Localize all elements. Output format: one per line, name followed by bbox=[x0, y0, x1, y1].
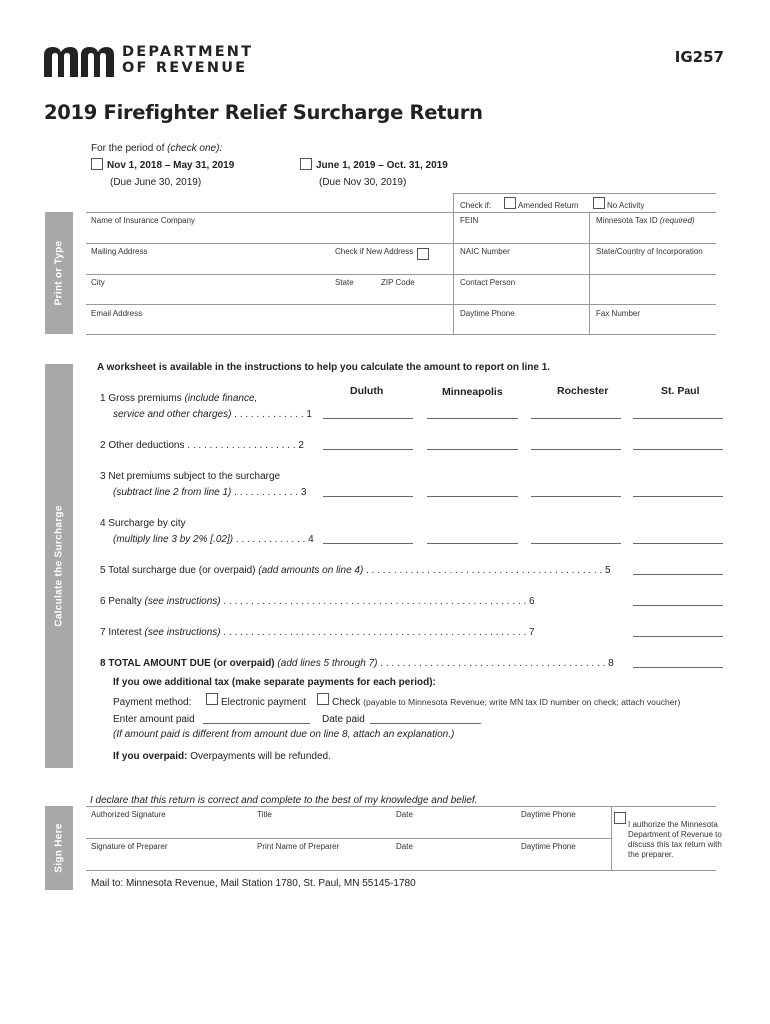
line7-leader: . . . . . . . . . . . . . . . . . . . . . . . . . . . . . . . . . . . . . . . . . . . . . . . . . . . . . . . 7 bbox=[220, 627, 535, 638]
state-field[interactable]: State bbox=[335, 278, 354, 287]
line3-stpaul-input[interactable] bbox=[633, 496, 723, 497]
amended-checkbox[interactable] bbox=[504, 197, 516, 209]
logo-line2: OF REVENUE bbox=[122, 60, 248, 76]
line1-rochester-input[interactable] bbox=[531, 418, 621, 419]
electronic-payment-checkbox[interactable] bbox=[206, 693, 218, 705]
info-rule-5 bbox=[86, 334, 716, 335]
agency-name bbox=[122, 44, 253, 76]
check-payment-checkbox[interactable] bbox=[317, 693, 329, 705]
amended-label: Amended Return bbox=[518, 201, 579, 210]
authorize-text: I authorize the Minnesota Department of Revenue to discuss this tax return with the preparer. bbox=[628, 820, 722, 859]
line7-note: (see instructions) bbox=[144, 627, 221, 638]
line4-label: 4 Surcharge by city bbox=[100, 518, 186, 529]
info-rule-4 bbox=[86, 304, 716, 305]
line3-minneapolis-input[interactable] bbox=[427, 496, 518, 497]
state-country-field[interactable]: State/Country of Incorporation bbox=[596, 247, 703, 256]
mailing-field[interactable]: Mailing Address bbox=[91, 247, 148, 256]
overpaid-label: If you overpaid: bbox=[113, 751, 188, 762]
line8-leader: . . . . . . . . . . . . . . . . . . . . . . . . . . . . . . . . . . . . . . . . . 8 bbox=[377, 658, 614, 669]
line1-stpaul-input[interactable] bbox=[633, 418, 723, 419]
form-number: IG257 bbox=[674, 48, 724, 66]
period-label-text: For the period of bbox=[91, 143, 165, 154]
line5-label bbox=[100, 565, 611, 576]
date-paid-input[interactable] bbox=[370, 723, 481, 724]
line4-duluth-input[interactable] bbox=[323, 543, 413, 544]
payment-method-label: Payment method: bbox=[113, 697, 192, 708]
city-field[interactable]: City bbox=[91, 278, 105, 287]
electronic-payment-label: Electronic payment bbox=[221, 697, 307, 708]
side-label-print-text: Print or Type bbox=[53, 240, 65, 306]
check-text: Check bbox=[332, 697, 361, 708]
sign-rule-1 bbox=[86, 806, 716, 807]
sign-phone-field-1[interactable]: Daytime Phone bbox=[521, 810, 576, 819]
mn-logo-icon bbox=[44, 45, 114, 77]
period1-checkbox[interactable] bbox=[91, 158, 103, 170]
enter-amount-label: Enter amount paid bbox=[113, 714, 195, 725]
checkif-label: Check if: bbox=[460, 201, 492, 210]
period1-due: (Due June 30, 2019) bbox=[110, 177, 202, 188]
title-field[interactable]: Title bbox=[257, 810, 272, 819]
line1-text: 1 Gross premiums bbox=[100, 393, 182, 404]
worksheet-intro: A worksheet is available in the instructions to help you calculate the amount to report on line 1. bbox=[97, 362, 551, 373]
line5-leader: . . . . . . . . . . . . . . . . . . . . . . . . . . . . . . . . . . . . . . . . . . . 5 bbox=[363, 565, 611, 576]
city-header-stpaul: St. Paul bbox=[661, 385, 700, 397]
line1-note: (include finance, bbox=[184, 393, 258, 404]
line2-stpaul-input[interactable] bbox=[633, 449, 723, 450]
mn-tax-id-label: Minnesota Tax ID bbox=[596, 216, 658, 225]
no-activity-label: No Activity bbox=[607, 201, 645, 210]
mail-to-address: Mail to: Minnesota Revenue, Mail Station 1780, St. Paul, MN 55145-1780 bbox=[91, 878, 416, 889]
line1-label-2 bbox=[113, 409, 312, 420]
page-title: 2019 Firefighter Relief Surcharge Return bbox=[44, 101, 483, 124]
line6-input[interactable] bbox=[633, 605, 723, 606]
line7-label bbox=[100, 627, 535, 638]
mn-tax-id-note: (required) bbox=[659, 216, 695, 225]
line4-minneapolis-input[interactable] bbox=[427, 543, 518, 544]
line3-label-2 bbox=[113, 487, 306, 498]
fein-field[interactable]: FEIN bbox=[460, 216, 479, 225]
line2-label: 2 Other deductions . . . . . . . . . . . . . . . . . . . . 2 bbox=[100, 440, 304, 451]
date-paid-label: Date paid bbox=[322, 714, 365, 725]
zip-field[interactable]: ZIP Code bbox=[381, 278, 415, 287]
line8-text: 8 TOTAL AMOUNT DUE (or overpaid) bbox=[100, 658, 275, 669]
line2-rochester-input[interactable] bbox=[531, 449, 621, 450]
line4-label-2 bbox=[113, 534, 314, 545]
declaration: I declare that this return is correct and complete to the best of my knowledge and belief. bbox=[90, 795, 478, 806]
naic-field[interactable]: NAIC Number bbox=[460, 247, 510, 256]
line1-minneapolis-input[interactable] bbox=[427, 418, 518, 419]
line7-input[interactable] bbox=[633, 636, 723, 637]
line6-note: (see instructions) bbox=[144, 596, 221, 607]
side-label-calc-text: Calculate the Surcharge bbox=[53, 505, 65, 627]
mn-tax-id-field[interactable] bbox=[596, 216, 695, 225]
line2-minneapolis-input[interactable] bbox=[427, 449, 518, 450]
new-address-checkbox[interactable] bbox=[417, 248, 429, 260]
line1-label bbox=[100, 393, 257, 404]
authorized-signature-field[interactable]: Authorized Signature bbox=[91, 810, 166, 819]
period2-checkbox[interactable] bbox=[300, 158, 312, 170]
overpaid-note bbox=[113, 751, 331, 762]
date-field-1[interactable]: Date bbox=[396, 810, 413, 819]
line4-stpaul-input[interactable] bbox=[633, 543, 723, 544]
no-activity-checkbox[interactable] bbox=[593, 197, 605, 209]
line4-note: (multiply line 3 by 2% [.02]) bbox=[113, 534, 234, 545]
line3-leader: . . . . . . . . . . . . 3 bbox=[231, 487, 307, 498]
period-label-note: (check one): bbox=[167, 143, 223, 154]
authorize-checkbox[interactable] bbox=[614, 812, 626, 824]
side-label-calc bbox=[45, 364, 73, 768]
company-field[interactable]: Name of Insurance Company bbox=[91, 216, 196, 225]
overpaid-text: Overpayments will be refunded. bbox=[190, 751, 331, 762]
line1-duluth-input[interactable] bbox=[323, 418, 413, 419]
email-field[interactable]: Email Address bbox=[91, 309, 143, 318]
period2-due: (Due Nov 30, 2019) bbox=[319, 177, 407, 188]
fax-field[interactable]: Fax Number bbox=[596, 309, 641, 318]
contact-field[interactable]: Contact Person bbox=[460, 278, 516, 287]
sign-rule-2 bbox=[86, 838, 611, 839]
period2-label: June 1, 2019 – Oct. 31, 2019 bbox=[316, 160, 448, 171]
amount-paid-input[interactable] bbox=[203, 723, 310, 724]
check-note: (payable to Minnesota Revenue; write MN tax ID number on check; attach voucher) bbox=[363, 697, 681, 707]
owe-heading: If you owe additional tax (make separate payments for each period): bbox=[113, 677, 436, 688]
line8-note: (add lines 5 through 7) bbox=[277, 658, 378, 669]
line1-leader: . . . . . . . . . . . . . 1 bbox=[231, 409, 312, 420]
preparer-signature-field[interactable]: Signature of Preparer bbox=[91, 842, 168, 851]
city-header-duluth: Duluth bbox=[350, 385, 384, 397]
line8-label bbox=[100, 658, 614, 669]
amount-diff-note: (If amount paid is different from amount due on line 8, attach an explanation.) bbox=[113, 729, 455, 740]
line2-duluth-input[interactable] bbox=[323, 449, 413, 450]
sign-rule-3 bbox=[86, 870, 716, 871]
phone-field[interactable]: Daytime Phone bbox=[460, 309, 515, 318]
side-label-sign-text: Sign Here bbox=[53, 823, 65, 873]
logo-line1: DEPARTMENT bbox=[122, 44, 254, 60]
line6-text: 6 Penalty bbox=[100, 596, 142, 607]
info-rule-2 bbox=[86, 243, 716, 244]
line6-label bbox=[100, 596, 535, 607]
date-field-2[interactable]: Date bbox=[396, 842, 413, 851]
city-header-rochester: Rochester bbox=[557, 385, 609, 397]
city-header-minneapolis: Minneapolis bbox=[442, 386, 503, 398]
line5-note: (add amounts on line 4) bbox=[258, 565, 364, 576]
info-rule-1 bbox=[86, 212, 716, 213]
info-vrule-1 bbox=[453, 193, 454, 334]
info-rule-3 bbox=[86, 274, 716, 275]
line1-note-2: service and other charges) bbox=[113, 409, 232, 420]
line3-label: 3 Net premiums subject to the surcharge bbox=[100, 471, 281, 482]
line4-leader: . . . . . . . . . . . . . 4 bbox=[233, 534, 314, 545]
check-payment-label bbox=[332, 697, 680, 708]
line3-duluth-input[interactable] bbox=[323, 496, 413, 497]
line7-text: 7 Interest bbox=[100, 627, 142, 638]
side-label-sign bbox=[45, 806, 73, 890]
checkif-top-rule bbox=[453, 193, 716, 194]
line6-leader: . . . . . . . . . . . . . . . . . . . . . . . . . . . . . . . . . . . . . . . . . . . . . . . . . . . . . . . 6 bbox=[220, 596, 535, 607]
line5-text: 5 Total surcharge due (or overpaid) bbox=[100, 565, 256, 576]
sign-vrule bbox=[611, 806, 612, 870]
period-label bbox=[91, 143, 222, 154]
line3-note: (subtract line 2 from line 1) bbox=[113, 487, 232, 498]
line8-input[interactable] bbox=[633, 667, 723, 668]
new-address-label: Check if New Address bbox=[335, 247, 414, 256]
preparer-name-field[interactable]: Print Name of Preparer bbox=[257, 842, 340, 851]
side-label-print bbox=[45, 212, 73, 334]
sign-phone-field-2[interactable]: Daytime Phone bbox=[521, 842, 576, 851]
line5-input[interactable] bbox=[633, 574, 723, 575]
line3-rochester-input[interactable] bbox=[531, 496, 621, 497]
period1-label: Nov 1, 2018 – May 31, 2019 bbox=[107, 160, 235, 171]
info-vrule-2 bbox=[589, 212, 590, 334]
line4-rochester-input[interactable] bbox=[531, 543, 621, 544]
